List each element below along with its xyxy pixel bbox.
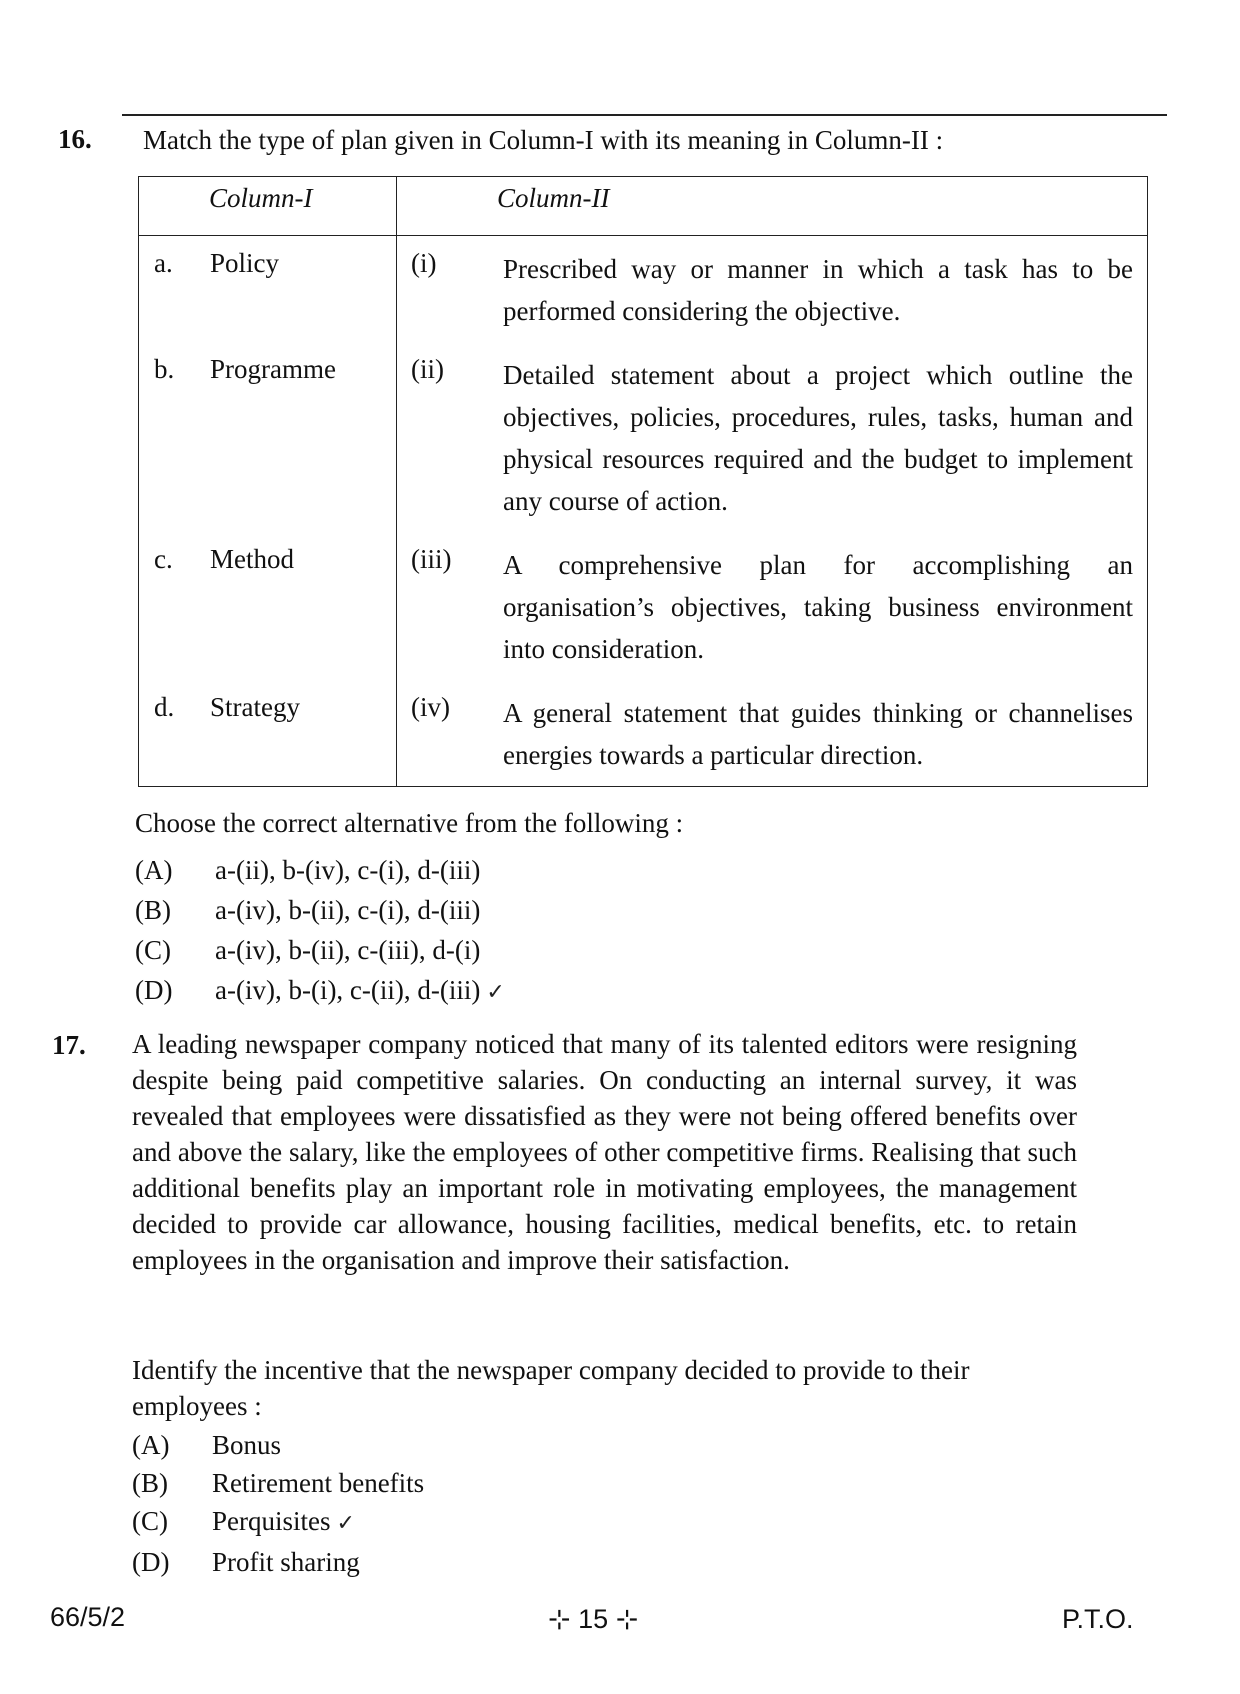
option-d[interactable]: (D) a-(iv), b-(i), c-(ii), d-(iii) ✓ bbox=[135, 975, 505, 1005]
row-letter: b. bbox=[154, 354, 175, 384]
pto-label: P.T.O. bbox=[1062, 1604, 1134, 1634]
handwritten-tick-icon: ✓ bbox=[336, 1511, 355, 1536]
row-roman: (iii) bbox=[411, 544, 452, 574]
option-c[interactable]: (C) a-(iv), b-(ii), c-(iii), d-(i) bbox=[135, 935, 481, 965]
option-a[interactable]: (A) Bonus bbox=[132, 1430, 282, 1460]
table-row bbox=[139, 342, 1148, 532]
table-header-row bbox=[139, 177, 1148, 236]
choose-instruction: Choose the correct alternative from the following : bbox=[135, 808, 684, 838]
table-row bbox=[139, 532, 1148, 680]
row-meaning: Prescribed way or manner in which a task has to be performed considering the objective. bbox=[503, 254, 1133, 326]
row-term: Method bbox=[210, 544, 294, 574]
table-row bbox=[139, 236, 1148, 343]
row-letter: a. bbox=[154, 248, 173, 278]
column-2-header: Column-II bbox=[397, 177, 1148, 236]
row-roman: (iv) bbox=[411, 692, 450, 722]
page-marker-left-icon: ⊹ bbox=[548, 1604, 571, 1634]
row-letter: d. bbox=[154, 692, 175, 722]
row-roman: (i) bbox=[411, 248, 437, 278]
match-table bbox=[138, 176, 1148, 787]
question-16-number: 16. bbox=[58, 124, 92, 154]
row-roman: (ii) bbox=[411, 354, 444, 384]
row-letter: c. bbox=[154, 544, 173, 574]
question-17-passage: A leading newspaper company noticed that many of its talented editors were resigning despite being paid competitive salaries. On conducting an internal survey, it was revealed that employees were dissatisfied as they were not being offered benefits over and above the salary, like the employees of other competitive firms. Realising that such additional benefits play an important role in motivating employees, the management decided to provide car allowance, housing facilities, medical benefits, etc. to retain employees in the organisation and improve their satisfaction. bbox=[132, 1029, 1077, 1275]
row-term: Policy bbox=[210, 248, 280, 278]
question-16-options bbox=[135, 850, 505, 1013]
option-b[interactable]: (B) a-(iv), b-(ii), c-(i), d-(iii) bbox=[135, 895, 481, 925]
option-c[interactable]: (C) Perquisites ✓ bbox=[132, 1506, 355, 1536]
row-meaning: Detailed statement about a project which outline the objectives, policies, procedures, rules, tasks, human and physical resources required and the budget to implement any course of action. bbox=[503, 360, 1133, 516]
row-term: Strategy bbox=[210, 692, 300, 722]
question-17-number: 17. bbox=[52, 1030, 86, 1060]
question-17-prompt: Identify the incentive that the newspaper company decided to provide to their employees : bbox=[132, 1355, 970, 1421]
option-d[interactable]: (D) Profit sharing bbox=[132, 1547, 360, 1577]
row-meaning: A general statement that guides thinking or channelises energies towards a particular direction. bbox=[503, 698, 1133, 770]
row-term: Programme bbox=[210, 354, 336, 384]
page-marker-right-icon: ⊹ bbox=[615, 1604, 639, 1634]
question-17-options bbox=[132, 1426, 424, 1581]
question-16-stem: Match the type of plan given in Column-I with its meaning in Column-II : bbox=[143, 125, 944, 155]
row-meaning: A comprehensive plan for accomplishing an organisation’s objectives, taking business environment into consideration. bbox=[503, 550, 1133, 664]
handwritten-tick-icon: ✓ bbox=[486, 980, 505, 1005]
paper-code: 66/5/2 bbox=[50, 1602, 126, 1632]
option-a[interactable]: (A) a-(ii), b-(iv), c-(i), d-(iii) bbox=[135, 855, 481, 885]
column-1-header: Column-I bbox=[139, 177, 397, 236]
top-rule bbox=[122, 114, 1167, 116]
page-number: ⊹ 15 ⊹ bbox=[548, 1604, 639, 1634]
option-b[interactable]: (B) Retirement benefits bbox=[132, 1468, 425, 1498]
table-row bbox=[139, 680, 1148, 787]
